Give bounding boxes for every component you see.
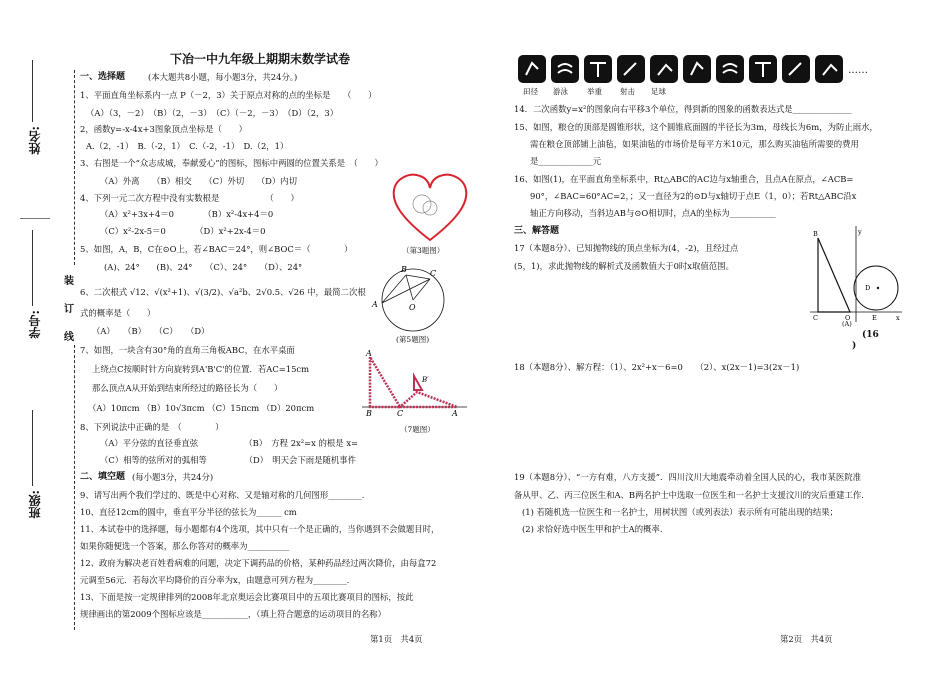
section-2-note: (每小题3分，共24分) [132,472,214,482]
student-id-label: 学号: [28,310,42,339]
svg-text:O: O [845,314,851,322]
question-11-cont: 如果你随便选一个答案，那么你答对的概率为__________ [80,541,290,551]
divider [20,218,50,219]
svg-text:A: A [372,300,378,309]
question-7-options: （A）10πcm （B）10√3πcm （C）15πcm （D）20πcm [88,403,315,413]
svg-text:A: A [366,349,372,358]
question-6: 6、二次根式 √12、√(x²+1)、√(3/2)、√a²b、2√0.5、√26 中，最简二次根 [80,287,366,297]
svg-text:B: B [401,265,407,274]
svg-text:O: O [409,303,416,312]
figure-3-caption: （第3题图） [402,246,445,255]
sequence-ellipsis: …… [848,65,868,76]
svg-text:C: C [397,409,404,418]
svg-text:D: D [865,284,871,292]
question-6-cont: 式的概率是（ ） [80,308,156,318]
sport-label-4: 射击 [620,87,635,96]
svg-text:C: C [813,314,818,322]
figure-16-caption-end: ) [852,341,857,351]
page-1-footer: 第1页 共4页 [370,634,423,644]
question-2-options: A.（2，-1） B.（-2，1） C.（-2，-1） D.（2，1） [86,141,289,151]
sport-label-1: 田径 [523,87,538,96]
question-1-options: （A）（3，－2） （B）（2，－3） （C）（－2，－3） （D）（2，3） [86,108,339,118]
svg-text:y: y [858,228,862,236]
question-9: 9、请写出两个我们学过的、既是中心对称、又是轴对称的几何图形________. [80,490,365,500]
section-3-heading: 三、解答题 [514,226,560,236]
question-19: 19（本题8分）、“一方有难，八方支援”．四川汶川大地震牵动着全国人民的心，我市某医院准 [514,472,861,482]
question-10: 10、直径12cm的圆中，垂直平分半径的弦长为______ cm [80,507,297,517]
seal-char-1: 装 [64,276,74,287]
sports-pictograms [518,55,838,87]
figure-7-caption: （7题图） [400,425,435,434]
question-3-options: （A）外离 （B）相交 （C）外切 （D）内切 [100,176,297,186]
binding-line-top [74,70,75,265]
question-3: 3、右图是一个“众志成城，奉献爱心”的图标，图标中两圆的位置关系是 （ ） [80,158,383,168]
question-4-options-cd: （C）x²-2x-5＝0 （D）x²+2x-4＝0 [100,226,266,236]
question-12: 12、政府为解决老百姓看病难的问题，决定下调药品的价格，某种药品经过两次降价，由每盒72 [80,558,437,568]
question-8-options-ab: （A）平分弦的直径垂直弦 （B） 方程 2x²=x 的根是 x= [100,438,359,448]
question-13-cont: 规律画出的第2009个图标应该是___________，（填上符合题意的运动项目的名称） [80,609,387,619]
binding-line-bottom [74,345,75,630]
question-8: 8、下列说法中正确的是 （ ） [80,422,224,432]
svg-text:C: C [430,269,437,278]
triangle-figure [362,349,467,420]
circle-figure [368,265,458,335]
question-7-cont-2: 那么顶点A从开始到结束所经过的路径长为（ ） [92,383,283,393]
class-label: 班级: [28,490,42,519]
question-15: 15、如图，粮仓的顶部是圆锥形状，这个圆锥底面圆的半径长为3m，母线长为6m，为防止雨水， [514,122,878,132]
svg-text:B: B [813,230,818,238]
section-2-heading: 二、填空题 [80,472,126,482]
question-18: 18（本题8分）、解方程：（1）、2x²+x－6=0 （2）、x(2x－1)=3(2x－1) [514,362,800,372]
question-14: 14．二次函数y=x²的图象向右平移3个单位，得到新的图象的函数表达式是______________ [514,104,852,114]
page-2-footer: 第2页 共4页 [780,634,833,644]
question-16-cont-2: 轴正方向移动，当斜边AB与⊙O相切时，点A的坐标为___________ [530,208,776,218]
figure-5-caption: (第5题图) [396,335,430,344]
question-4: 4、下列一元二次方程中没有实数根是 （ ） [80,193,299,203]
seal-char-2: 订 [64,304,74,315]
question-8-options-cd: （C）相等的弦所对的弧相等 （D） 明天会下雨是随机事件 [100,455,356,465]
question-17-cont: (5，1)，求此抛物线的解析式及函数值大于0时x取值范围。 [514,261,734,271]
name-blank-line [32,60,33,122]
question-5-options: (A)、24° (B)、24° （C）、24° （D）、24° [104,262,303,272]
svg-text:B: B [366,409,372,418]
question-2: 2，函数y=-x-4x+3图象顶点坐标是（ ） [80,124,247,134]
question-13: 13、下面是按一定规律排列的2008年北京奥运会比赛项目中的五项比赛项目的图标，按此 [80,592,414,602]
question-12-cont: 元调至56元．若每次平均降价的百分率为x，由题意可列方程为________. [80,575,350,585]
question-16-cont: 90°，∠BAC=60°AC=2，；又一直径为2的⊙D与x轴切于点E（1，0）；若Rt△ABC沿x [530,191,857,201]
svg-text:E: E [872,314,877,322]
question-19-cont: 备从甲、乙、丙三位医生和A、B两名护士中选取一位医生和一名护士支援汶川的灾后重建工作. [514,490,864,500]
sport-label-3: 举重 [587,87,602,96]
question-5: 5、如图，A，B，C在⊙O上，若∠BAC＝24°，则∠BOC＝（ ） [80,244,353,254]
question-17: 17（本题8分）、已知抛物线的顶点坐标为(4，-2)，且经过点 [514,243,739,253]
section-1-note: (本大题共8小题，每小题3分，共24分。) [148,72,298,82]
sport-label-5: 足球 [651,87,666,96]
athletics-icon [518,55,546,83]
name-label: 姓名: [28,126,42,155]
question-15-cont-2: 是_____________元 [530,156,602,166]
question-4-options-ab: （A）x²+3x+4＝0 （B）x²-4x+4＝0 [100,209,274,219]
question-7: 7、如图，一块含有30°角的直角三角板ABC，在水平桌面 [80,345,295,355]
figure-16 [810,226,905,326]
question-11: 11、本试卷中的选择题，每小题都有4个选项，其中只有一个是正确的，当你遇到不会做题目时， [80,524,440,534]
svg-text:A: A [452,409,458,418]
question-16: 16、如图(1)，在平面直角坐标系中，Rt△ABC的AC边与x轴重合，且点A在原点，∠ACB= [514,174,854,184]
svg-text:x: x [896,314,900,322]
svg-text:(A): (A) [842,320,852,328]
class-blank-line [32,410,33,486]
section-1-heading: 一、选择题 [80,72,126,82]
seal-char-3: 线 [64,332,74,343]
heart-figure [390,172,470,244]
question-7-cont: 上绕点C按顺时针方向旋转到A'B'C'的位置．若AC=15cm [92,364,310,374]
sport-label-2: 游泳 [553,87,568,96]
figure-16-caption: (16 [862,330,879,340]
page-title: 下冶一中九年级上期期末数学试卷 [170,52,351,66]
athletics-icon-2 [683,55,711,83]
question-6-options: （A） （B） （C） （D） [92,326,210,336]
question-19-part-1: (1) 若随机选一位医生和一名护士，用树状图（或列表法）表示所有可能出现的结果； [522,507,839,517]
question-1: 1、平面直角坐标系内一点 P（－2，3）关于原点对称的点的坐标是 （ ） [80,90,377,100]
question-15-cont: 需在粮仓顶部铺上油毡，如果油毡的市场价是每平方米10元，那么购买油毡所需要的费用 [530,139,859,149]
question-19-part-2: (2) 求恰好选中医生甲和护士A的概率. [522,524,663,534]
svg-text:B′: B′ [422,376,429,384]
id-blank-line [32,230,33,306]
